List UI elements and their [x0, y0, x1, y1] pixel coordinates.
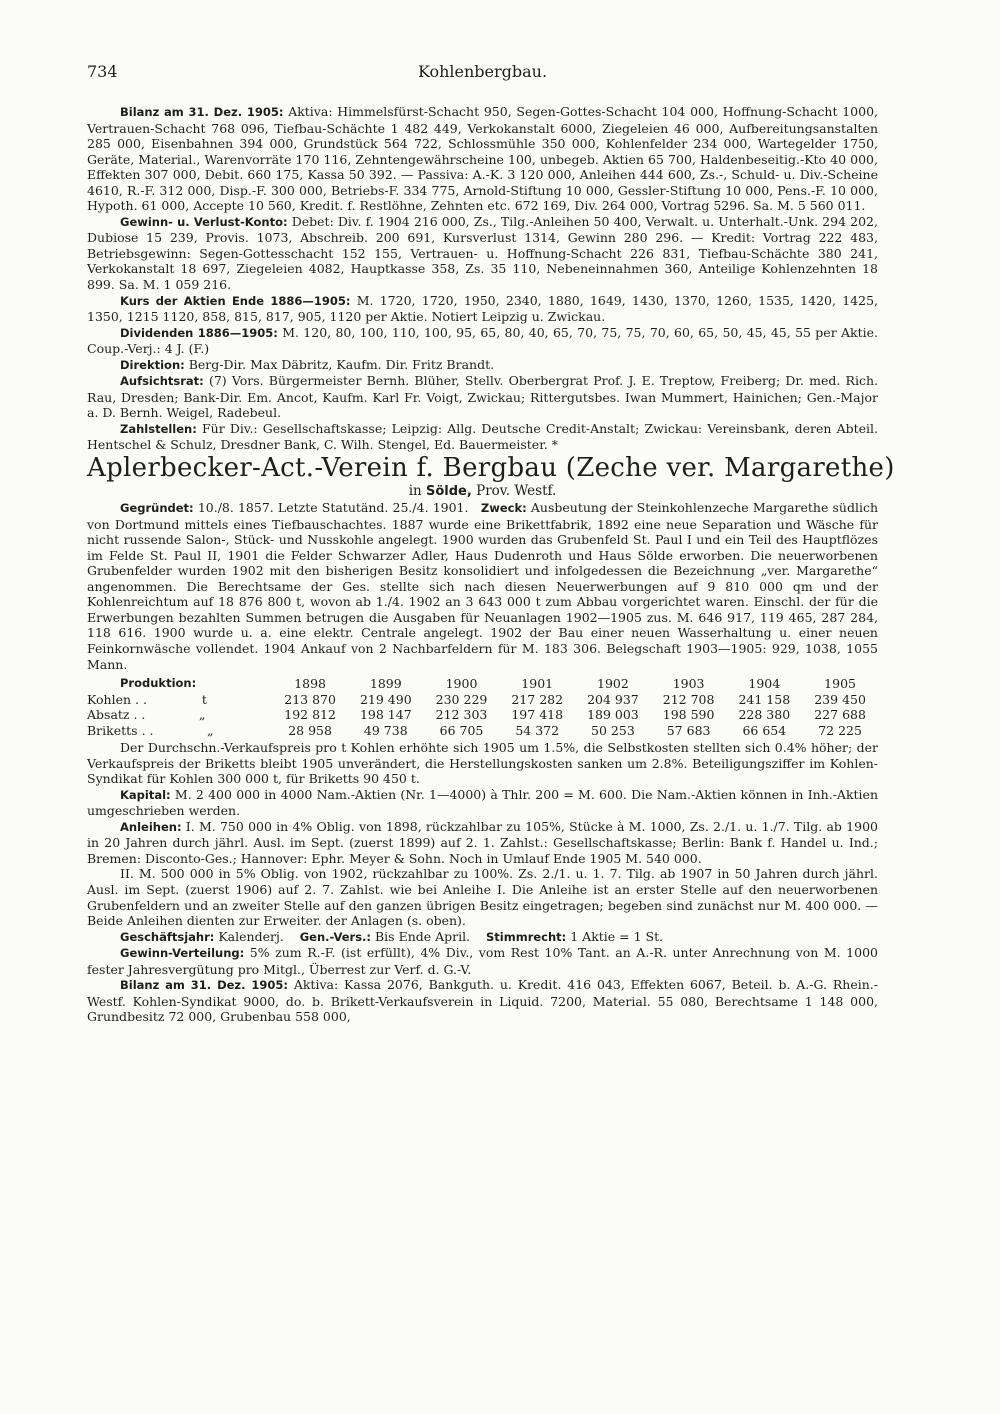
table-cell: 50 253	[591, 722, 635, 738]
kurs-label: Kurs der Aktien Ende 1886—1905:	[120, 293, 351, 308]
production-label: Produktion:	[120, 676, 197, 691]
company-location	[87, 483, 878, 500]
dividenden-paragraph	[87, 325, 878, 357]
year-1898: 1898	[294, 675, 326, 691]
production-header-row	[87, 675, 878, 692]
stimmrecht-text: 1 Aktie = 1 St.	[570, 928, 664, 944]
page-number: 734	[87, 62, 118, 81]
table-cell: 213 870	[284, 691, 336, 707]
bilanz2-label: Bilanz am 31. Dez. 1905:	[120, 978, 288, 993]
gegruendet-text: 10./8. 1857. Letzte Statutänd. 25./4. 1901.	[197, 500, 469, 516]
direktion-paragraph	[87, 357, 878, 374]
table-cell: 228 380	[738, 707, 791, 723]
kapital-text: M. 2 400 000 in 4000 Nam.-Aktien (Nr. 1—4000) à Thlr. 200 = M. 600. Die Nam.-Aktien können in Inh.-Aktien umgeschrieben werden.	[87, 786, 878, 819]
kapital-label: Kapital:	[120, 787, 171, 802]
table-cell: 198 147	[359, 707, 412, 723]
table-cell: 197 418	[511, 707, 564, 723]
table-cell: 192 812	[284, 707, 336, 723]
anleihen-label: Anleihen:	[120, 819, 182, 834]
bilanz-text: Aktiva: Himmelsfürst-Schacht 950, Segen-Gottes-Schacht 104 000, Hoffnung-Schacht 1000, Vertrauen-Schacht 768 096, Tiefbau-Schächte 1 482 449, Verkokanstalt 6000, Ziegeleien 46 000, Aufbereitungsanstalten 285 000, Eisenbahnen 394 000, Grundstück 564 722, Schlossmühle 350 000, Kohlenfelder 234 000, Wartegelder 1750, Geräte, Material., Warenvorräte 170 116, Zehntengewährscheine 100, unbegeb. Aktien 65 700, Haldenbeseitig.-Kto 40 000, Effekten 307 000, Debit. 660 175, Kassa 50 392. — Passiva: A.-K. 3 120 000, Anleihen 444 600, Zs.-, Schuld- u. Div.-Scheine 4610, R.-F. 312 000, Disp.-F. 300 000, Betriebs-F. 334 775, Arnold-Stiftung 10 000, Gessler-Stiftung 10 000, Pens.-F. 10 000, Hypoth. 61 000, Accepte 10 560, Kredit. f. Restlöhne, Zehnten etc. 672 169, Div. 264 000, Vortrag 5296. Sa. M. 5 560 011.	[87, 104, 878, 214]
row-label: Briketts . . „	[87, 722, 214, 738]
direktion-text: Berg-Dir. Max Däbritz, Kaufm. Dir. Fritz Brandt.	[188, 356, 495, 372]
stimmrecht-label: Stimmrecht:	[486, 929, 567, 944]
document-body	[87, 104, 895, 1025]
gewinn-paragraph	[87, 214, 878, 293]
gegruendet-label: Gegründet:	[120, 501, 194, 516]
table-cell: 66 654	[742, 722, 787, 738]
gewinnvert-text: 5% zum R.-F. (ist erfüllt), 4% Div., vom Rest 10% Tant. an A.-R. unter Anrechnung von M. 1000 fester Jahresvergütung pro Mitgl., Überrest zur Verf. d. G.-V.	[87, 945, 878, 977]
table-cell: 198 590	[662, 707, 715, 723]
anleihen-text: I. M. 750 000 in 4% Oblig. von 1898, rückzahlbar zu 105%, Stücke à M. 1000, Zs. 2./1. u. 1./7. Tilg. ab 1900 in 20 Jahren durch jährl. Ausl. im Sept. (zuerst 1899) auf 2. 1. Zahlst.: Gesellschaftskasse; Berlin: Bank f. Handel u. Ind.; Bremen: Disconto-Ges.; Hannover: Ephr. Meyer & Sohn. Noch in Umlauf Ende 1905 M. 540 000.	[87, 818, 878, 866]
direktion-label: Direktion:	[120, 357, 185, 372]
dividenden-text: M. 120, 80, 100, 110, 100, 95, 65, 80, 40, 65, 70, 75, 75, 70, 60, 65, 50, 45, 45, 55 per Aktie. Coup.-Verj.: 4 J. (F.)	[87, 324, 878, 357]
row-label: Absatz . . „	[87, 707, 206, 723]
location-prefix: in	[408, 483, 422, 500]
geschaeftsjahr-paragraph	[87, 929, 878, 946]
location-city: Sölde,	[426, 484, 472, 500]
aufsichtsrat-text: (7) Vors. Bürgermeister Bernh. Blüher, Stellv. Oberbergrat Prof. J. E. Treptow, Freiberg; Dr. med. Rich. Rau, Dresden; Bank-Dir. Em. Ancot, Kaufm. Karl Fr. Voigt, Zwickau; Rittergutsbes. Iwan Mummert, Hainichen; Gen.-Major a. D. Bernh. Weigel, Radebeul.	[87, 373, 878, 421]
table-cell: 66 705	[439, 722, 484, 738]
table-cell: 219 490	[359, 691, 412, 707]
dividenden-label: Dividenden 1886—1905:	[120, 325, 278, 340]
table-cell: 217 282	[511, 691, 564, 707]
table-cell: 230 229	[435, 691, 488, 707]
zahlstellen-text: Für Div.: Gesellschaftskasse; Leipzig: Allg. Deutsche Credit-Anstalt; Zwickau: Vereinsbank, deren Abteil. Hentschel & Schulz, Dresdner Bank, C. Wilh. Stengel, Ed. Bauermeister. *	[87, 420, 878, 453]
bilanz2-text: Aktiva: Kassa 2076, Bankguth. u. Kredit. 416 043, Effekten 6067, Beteil. b. A.-G. Rhein.-Westf. Kohlen-Syndikat 9000, do. b. Brikett-Verkaufsverein in Liquid. 7200, Material. 55 080, Berechtsame 1 148 000, Grundbesitz 72 000, Grubenbau 558 000,	[87, 977, 878, 1025]
year-1904: 1904	[748, 675, 781, 691]
year-1901: 1901	[521, 675, 554, 691]
intro-paragraph	[87, 500, 878, 672]
year-1900: 1900	[445, 675, 478, 691]
bilanz2-paragraph	[87, 977, 878, 1025]
gewinnvert-label: Gewinn-Verteilung:	[120, 946, 245, 961]
table-cell: 227 688	[814, 707, 866, 723]
genvers-text: Bis Ende April.	[375, 928, 471, 944]
production-table	[87, 675, 878, 738]
year-1905: 1905	[824, 675, 856, 691]
zweck-label: Zweck:	[480, 501, 527, 516]
table-cell: 189 003	[587, 707, 639, 723]
geschaeftsjahr-text: Kalenderj.	[218, 928, 284, 944]
table-row	[87, 723, 878, 739]
table-cell: 204 937	[587, 691, 639, 707]
durchschn-paragraph: Der Durchschn.-Verkaufspreis pro t Kohlen erhöhte sich 1905 um 1.5%, die Selbstkosten stellten sich 0.4% höher; der Verkaufspreis der Briketts bleibt 1905 unverändert, die Herstellungskosten sanken um 2.8%. Beteiligungsziffer im Kohlen-Syndikat für Kohlen 300 000 t, für Briketts 90 450 t.	[87, 740, 878, 787]
zahlstellen-paragraph	[87, 421, 878, 453]
gewinn-text: Debet: Div. f. 1904 216 000, Zs., Tilg.-Anleihen 50 400, Verwalt. u. Unterhalt.-Unk. 294 202, Dubiose 15 239, Provis. 1073, Abschreib. 200 691, Kursverlust 1314, Gewinn 280 296. — Kredit: Vortrag 222 483, Betriebsgewinn: Segen-Gottesschacht 152 155, Vertrauen- u. Hoffnung-Schacht 226 831, Tiefbau-Schächte 380 241, Verkokanstalt 18 697, Ziegeleien 4082, Hauptkasse 358, Zs. 35 110, Nebeneinnahmen 360, Anteilige Kohlenzehnten 18 899. Sa. M. 1 059 216.	[87, 213, 878, 293]
aufsichtsrat-label: Aufsichtsrat:	[120, 374, 204, 389]
table-cell: 49 738	[363, 722, 408, 738]
bilanz-paragraph	[87, 104, 878, 214]
table-cell: 212 303	[435, 707, 488, 723]
gewinn-label: Gewinn- u. Verlust-Konto:	[120, 214, 288, 229]
kurs-text: M. 1720, 1720, 1950, 2340, 1880, 1649, 1430, 1370, 1260, 1535, 1420, 1425, 1350, 1215 1120, 858, 815, 817, 905, 1120 per Aktie. Notiert Leipzig u. Zwickau.	[87, 292, 878, 325]
row-label: Kohlen . . t	[87, 691, 207, 707]
table-cell: 72 225	[818, 722, 862, 738]
table-cell: 241 158	[738, 691, 791, 707]
table-cell: 57 683	[666, 722, 711, 738]
gewinnvert-paragraph	[87, 945, 878, 977]
table-cell: 28 958	[288, 722, 332, 738]
anleihen-paragraph	[87, 819, 878, 867]
table-cell: 212 708	[662, 691, 715, 707]
year-1903: 1903	[672, 675, 705, 691]
year-1899: 1899	[369, 675, 402, 691]
genvers-label: Gen.-Vers.:	[299, 929, 372, 944]
aufsichtsrat-paragraph	[87, 373, 878, 421]
geschaeftsjahr-label: Geschäftsjahr:	[120, 929, 215, 944]
year-1902: 1902	[597, 675, 629, 691]
anleihe-ii-paragraph: II. M. 500 000 in 5% Oblig. von 1902, rückzahlbar zu 100%. Zs. 2./1. u. 1. 7. Tilg. ab 1907 in 50 Jahren durch jährl. Ausl. im Sept. (zuerst 1906) auf 2. 7. Zahlst. wie bei Anleihe I. Die Anleihe ist an erster Stelle auf den neuerworbenen Grubenfeldern und an zweiter Stelle auf den ganzen übrigen Besitz eingetragen; begeben sind zunächst nur M. 400 000. — Beide Anleihen dienten zur Erweiter. der Anlagen (s. oben).	[87, 866, 878, 929]
table-row	[87, 692, 878, 708]
table-row	[87, 707, 878, 723]
zweck-text: Ausbeutung der Steinkohlenzeche Margarethe südlich von Dortmund mittels eines Tiefbauschachtes. 1887 wurde eine Brikettfabrik, 1892 eine neue Separation und Wäsche für nicht russende Salon-, Stück- und Nusskohle angelegt. 1900 wurden das Grubenfeld St. Paul I und ein Teil des Hauptflözes im Felde St. Paul II, 1901 die Felder Schwarzer Adler, Haus Dudenroth und Haus Sölde erworben. Die neuerworbenen Grubenfelder wurden 1902 mit den bisherigen Besitz konsolidiert und infolgedessen die Bezeichnung „ver. Margarethe“ angenommen. Die Berechtsame der Ges. stellte sich nach diesen Neuerwerbungen auf 9 810 000 qm und der Kohlenreichtum auf 18 876 800 t, wovon ab 1./4. 1902 an 3 643 000 t zum Abbau vorgerichtet waren. Einschl. der für die Erwerbungen bezahlten Summen betrugen die Ausgaben für Neuanlagen 1902—1905 zus. M. 646 917, 119 465, 287 284, 118 616. 1900 wurde u. a. eine elektr. Centrale angelegt. 1902 der Bau einer neuen Wasserhaltung u. einer neuen Feinkornwäsche vollendet. 1904 Ankauf von 2 Nachbarfeldern für M. 183 306. Belegschaft 1903—1905: 929, 1038, 1055 Mann.	[87, 500, 879, 672]
kapital-paragraph	[87, 787, 878, 819]
zahlstellen-label: Zahlstellen:	[120, 421, 197, 436]
table-cell: 239 450	[814, 691, 866, 707]
table-cell: 54 372	[515, 722, 560, 738]
location-rest: Prov. Westf.	[476, 483, 557, 500]
bilanz-label: Bilanz am 31. Dez. 1905:	[120, 105, 284, 119]
company-title: Aplerbecker-Act.-Verein f. Bergbau (Zeche ver. Margarethe)	[87, 453, 895, 484]
running-title: Kohlenbergbau.	[417, 62, 548, 81]
kurs-paragraph	[87, 293, 878, 325]
